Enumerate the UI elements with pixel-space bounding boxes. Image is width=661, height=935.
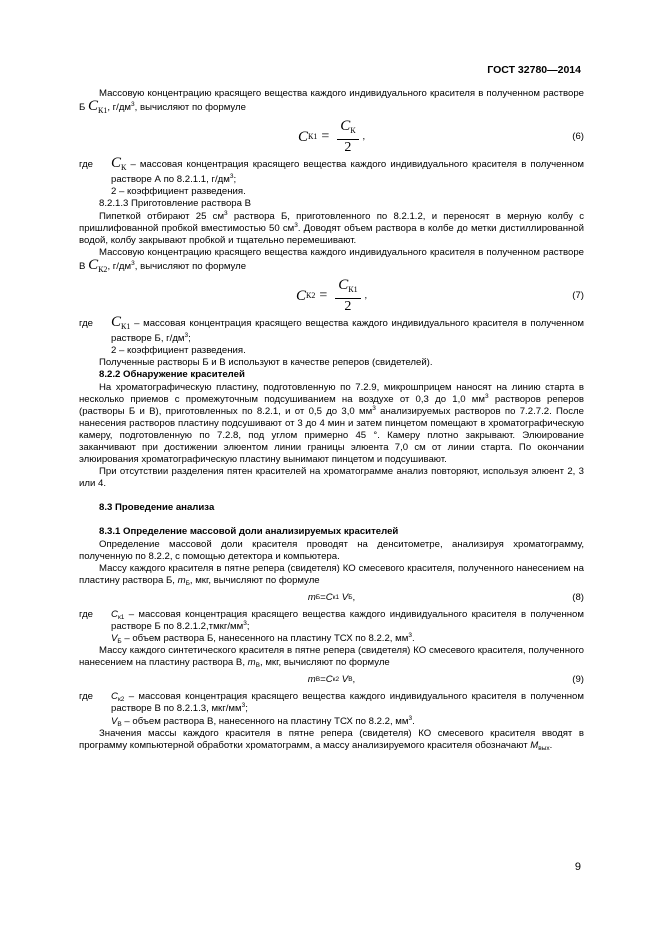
formula-number: (7) (572, 289, 584, 301)
formula-7: C К2 = $\frac{C_{К1}}{2}$ , (7) (295, 277, 584, 315)
paragraph: На хроматографическую пластину, подготовленную по 7.2.9, микрошприцем наносят на линию старта в несколько приемов с промежуточным подсушиванием на воздухе от 0,3 до 1,0 $мм^3$ растворов реперов (растворы Б и В), приготовленных по 8.2.1, и от 0,5 до 3,0 $мм^3$ анализируемых растворов по 7.2.7.2. После нанесения растворов пластину подсушивают от 3 до 4 мин и затем пинцетом помещают в хроматографическую камеру, подготовленную по 7.2.8, под углом примерно 45 °. Камеру плотно закрывают. Элюирование заканчивают при достижении элюентом линии границы элюента 7,0 см от линии старта. По окончании элюирования хроматографическую пластину вынимают пинцетом и подсушивают. (79, 381, 584, 466)
definition-item: где $C_{к1}$ – массовая концентрация красящего вещества каждого индивидуального красителя в полученном растворе Б по $8.2.1.2,тмкг/мм^3$; (79, 608, 584, 632)
definition-item: где $C_{к2}$ – массовая концентрация красящего вещества каждого индивидуального красителя в полученном растворе В по 8.2.1.3, мкг/$мм^3$; (79, 691, 584, 715)
paragraph: Массовую концентрацию красящего вещества каждого индивидуального красителя в полученном растворе В $C_{К2}$, $г/дм^3$, вычисляют по формуле (79, 246, 584, 274)
section-heading: 8.2.1.3 Приготовление раствора В (99, 198, 252, 210)
math-symbol: C (87, 98, 98, 115)
paragraph: Полученные растворы Б и В используют в качестве реперов (свидетелей). (99, 357, 433, 369)
section-heading: 8.2.2 Обнаружение красителей (99, 369, 245, 381)
definition-item: 2 – коэффициент разведения. (111, 186, 246, 198)
standard-header: ГОСТ 32780—2014 (487, 64, 581, 76)
formula-number: (9) (572, 674, 584, 686)
definition-item: $V_В$ – объем раствора В, нанесенного на пластину ТСХ по 8.2.2, $мм^3$. (111, 714, 415, 728)
paragraph: Значения массы каждого красителя в пятне репера (свидетеля) КО смесевого красителя вводят в программу компьютерной обработки хроматограмм, а массу анализируемого красителя обозначают $M_{вых}$. (79, 727, 584, 752)
definition-item: 2 – коэффициент разведения. (111, 345, 246, 357)
definition-item: $V_Б$ – объем раствора Б, нанесенного на пластину ТСХ по 8.2.2, $мм^3$. (111, 632, 415, 646)
paragraph: Определение массовой доли красителя проводят на денситометре, анализируя хроматограмму, полученную по 8.2.2, с помощью детектора и компьютера. (79, 538, 584, 562)
paragraph: Массовую концентрацию красящего вещества каждого индивидуального красителя в полученном растворе Б $C_{К1}$, $г/дм^3$, вычисляют по формуле (79, 88, 584, 116)
page-number: 9 (574, 861, 581, 873)
paragraph: При отсутствии разделения пятен красителей на хроматограмме анализ повторяют, используя элюент 2, 3 или 4. (79, 466, 584, 490)
formula-number: (8) (572, 591, 584, 603)
paragraph: Массу каждого синтетического красителя в пятне репера (свидетеля) КО смесевого красителя, полученного нанесением на пластину раствора В, $m_В$, мкг, вычисляют по формуле (79, 645, 584, 670)
definition-item: где $C_{К1}$ – массовая концентрация красящего вещества каждого индивидуального красителя в полученном растворе Б, $г/дм^3$; (79, 314, 584, 345)
formula-8: m Б = C к1 V Б , (8) (307, 591, 584, 603)
paragraph: Массу каждого красителя в пятне репера (свидетеля) КО смесевого красителя, полученного нанесением на пластину раствора Б, $m_Б$, мкг, вычисляют по формуле (79, 562, 584, 587)
fraction: $\frac{C_{К1}}{2}$ (335, 277, 360, 315)
formula-number: (6) (572, 131, 584, 143)
paragraph: Пипеткой отбирают 25 $см^3$ раствора Б, приготовленного по 8.2.1.2, и переносят в мерную колбу с пришлифованной пробкой вместимостью 50 $см^3$. Доводят объем раствора в колбе до метки дистиллированной водой, колбу закрывают пробкой и тщательно перемешивают. (79, 209, 585, 246)
document-body (79, 88, 584, 752)
formula-9: m В = C к2 V В , (9) (307, 674, 584, 686)
definition-item: где $C_К$ – массовая концентрация красящего вещества каждого индивидуального красителя в полученном растворе А по 8.2.1.1, $г/дм^3$; (79, 155, 585, 186)
section-heading: 8.3 Проведение анализа (99, 502, 215, 514)
formula-6: C К1 = $\frac{C_К}{2}$ , (6) (297, 118, 584, 156)
section-heading: 8.3.1 Определение массовой доли анализируемых красителей (99, 526, 399, 538)
fraction: $\frac{C_К}{2}$ (337, 118, 358, 156)
